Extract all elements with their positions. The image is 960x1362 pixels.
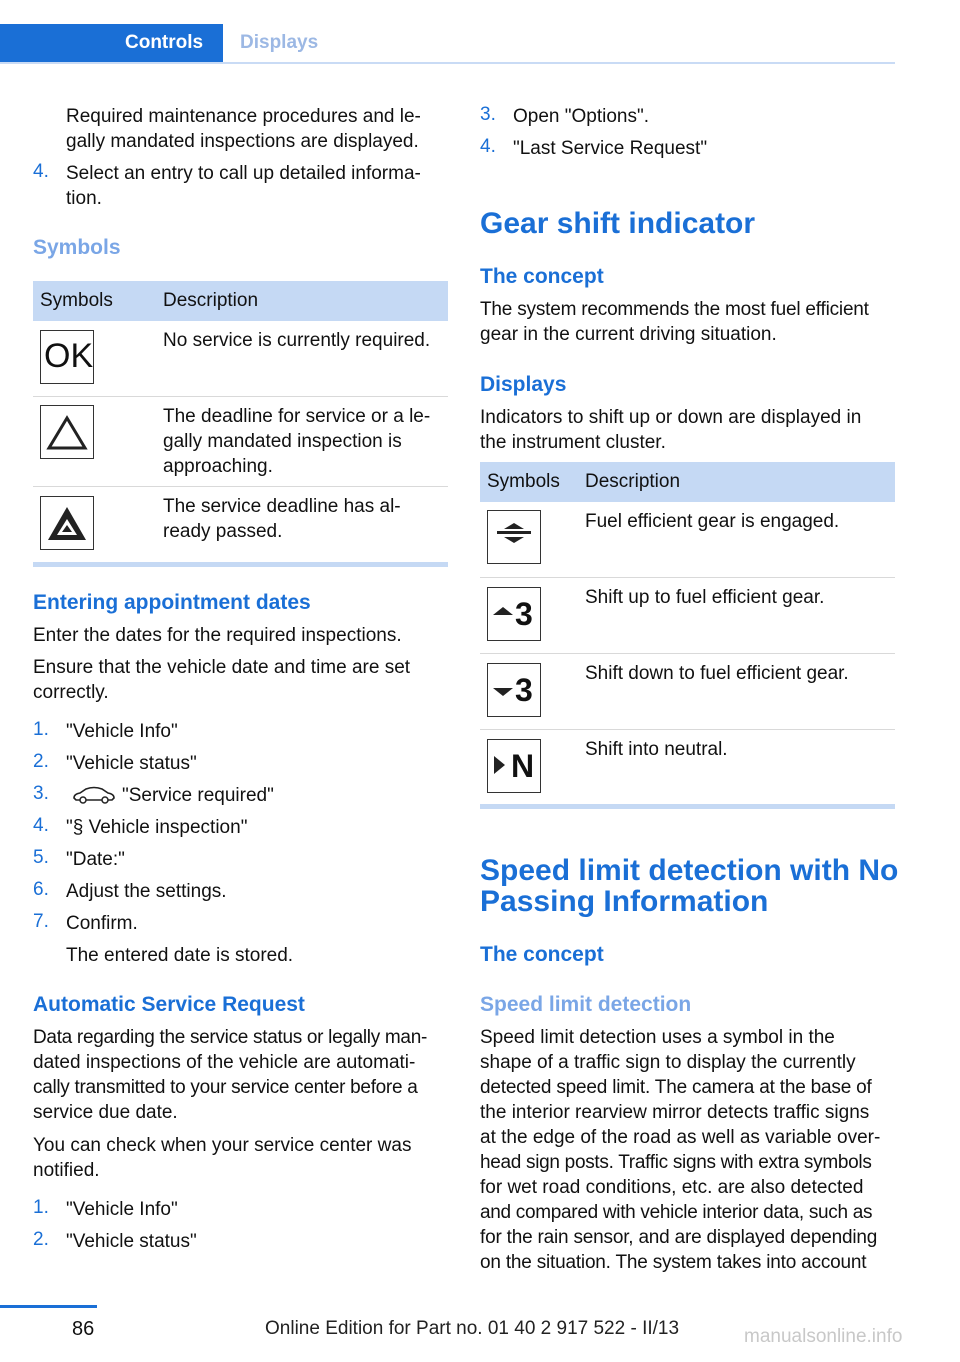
step-text: "Service required" [122,785,274,806]
table-cell-description: No service is currently required. [163,330,431,351]
step-text: "Vehicle Info" [66,721,178,742]
step-number: 1. [33,1197,49,1218]
step-text: "Date:" [66,849,125,870]
paragraph-line: for wet road conditions, etc. are also detected [480,1177,864,1198]
step-text: "§ Vehicle inspection" [66,817,248,838]
watermark: manualsonline.info [744,1326,903,1347]
triangle-warning-icon [40,405,94,459]
subsection-heading: Speed limit detection [480,993,692,1016]
paragraph: service due date. [33,1102,178,1123]
section-heading: Automatic Service Request [33,993,305,1016]
row-divider [480,653,895,654]
triangle-overdue-icon [40,496,94,550]
step-number: 5. [33,847,49,868]
step-text: "Vehicle status" [66,753,197,774]
table-cell-description: approaching. [163,456,273,477]
symbols-heading: Symbols [33,236,121,259]
step-text: tion. [66,188,102,209]
page-section-title: Gear shift indicator [480,207,756,240]
paragraph: dated inspections of the vehicle are automati- [33,1052,416,1073]
paragraph: Enter the dates for the required inspections. [33,625,402,646]
step-note: The entered date is stored. [66,945,294,966]
column-header-description: Description [163,290,259,311]
paragraph-line: at the edge of the road as well as variable over- [480,1127,881,1148]
paragraph: notified. [33,1160,100,1181]
table-cell-description: ready passed. [163,521,283,542]
paragraph-line: for the rain sensor, and are displayed depending [480,1227,878,1248]
table-header [480,462,895,502]
table-cell-description: The service deadline has al- [163,496,401,517]
step-text: Confirm. [66,913,138,934]
step-text: "Vehicle status" [66,1231,197,1252]
column-header-symbols: Symbols [40,290,113,311]
paragraph-line: head sign posts. Traffic signs with extra symbols [480,1152,872,1173]
intro-line-1: Required maintenance procedures and le- [66,106,421,127]
car-icon [72,785,116,810]
table-cell-description: Fuel efficient gear is engaged. [585,511,840,532]
table-cell-description: Shift up to fuel efficient gear. [585,587,825,608]
step-number: 1. [33,719,49,740]
paragraph: the instrument cluster. [480,432,666,453]
section-heading: The concept [480,943,604,966]
paragraph-line: Speed limit detection uses a symbol in the [480,1027,835,1048]
step-number: 2. [33,751,49,772]
row-divider [33,486,448,487]
step-number: 7. [33,911,49,932]
table-end-rule [33,562,448,567]
shift-up-icon: 3 [487,587,541,641]
section-tabs [0,24,895,64]
row-divider [480,577,895,578]
paragraph: gear in the current driving situation. [480,324,777,345]
step-number: 4. [33,815,49,836]
column-header-description: Description [585,471,681,492]
table-cell-description: The deadline for service or a le- [163,406,431,427]
table-cell-description: Shift into neutral. [585,739,728,760]
paragraph: Data regarding the service status or legally man- [33,1027,427,1048]
section-heading: Displays [480,373,567,396]
step-number: 6. [33,879,49,900]
section-heading: The concept [480,265,604,288]
step-number: 4. [480,136,496,157]
edition-note: Online Edition for Part no. 01 40 2 917 522 - II/13 [265,1318,680,1339]
footer-rule [0,1305,97,1308]
gear-engaged-icon [487,510,541,564]
step-text: Select an entry to call up detailed informa- [66,163,421,184]
page-section-title: Speed limit detection with No [480,854,899,887]
row-divider [33,396,448,397]
paragraph: Indicators to shift up or down are displayed in [480,407,862,428]
table-end-rule [480,804,895,809]
paragraph-line: on the situation. The system takes into account [480,1252,867,1273]
intro-line-2: gally mandated inspections are displayed. [66,131,419,152]
shift-down-icon: 3 [487,663,541,717]
step-number: 2. [33,1229,49,1250]
tab-displays[interactable]: Displays [240,32,319,53]
table-cell-description: gally mandated inspection is [163,431,402,452]
page-number: 86 [72,1318,95,1340]
table-header [33,281,448,321]
paragraph: You can check when your service center was [33,1135,412,1156]
paragraph: correctly. [33,682,109,703]
row-divider [480,729,895,730]
step-number: 3. [480,104,496,125]
ok-icon: OK [40,330,94,384]
step-number: 4. [33,161,49,182]
tab-controls[interactable]: Controls [0,24,223,62]
page-section-title: Passing Information [480,885,769,918]
paragraph-line: shape of a traffic sign to display the currently [480,1052,856,1073]
paragraph: The system recommends the most fuel efficient [480,299,869,320]
column-header-symbols: Symbols [487,471,560,492]
step-text: Adjust the settings. [66,881,227,902]
paragraph: Ensure that the vehicle date and time are set [33,657,411,678]
step-text: "Vehicle Info" [66,1199,178,1220]
paragraph-line: the interior rearview mirror detects traffic signs [480,1102,870,1123]
shift-neutral-icon: N [487,739,541,793]
step-text: Open "Options". [513,106,650,127]
step-number: 3. [33,783,49,804]
paragraph-line: and compared with vehicle interior data, such as [480,1202,873,1223]
paragraph: cally transmitted to your service center before a [33,1077,418,1098]
step-text: "Last Service Request" [513,138,708,159]
table-cell-description: Shift down to fuel efficient gear. [585,663,849,684]
section-heading: Entering appointment dates [33,591,311,614]
paragraph-line: detected speed limit. The camera at the base of [480,1077,872,1098]
